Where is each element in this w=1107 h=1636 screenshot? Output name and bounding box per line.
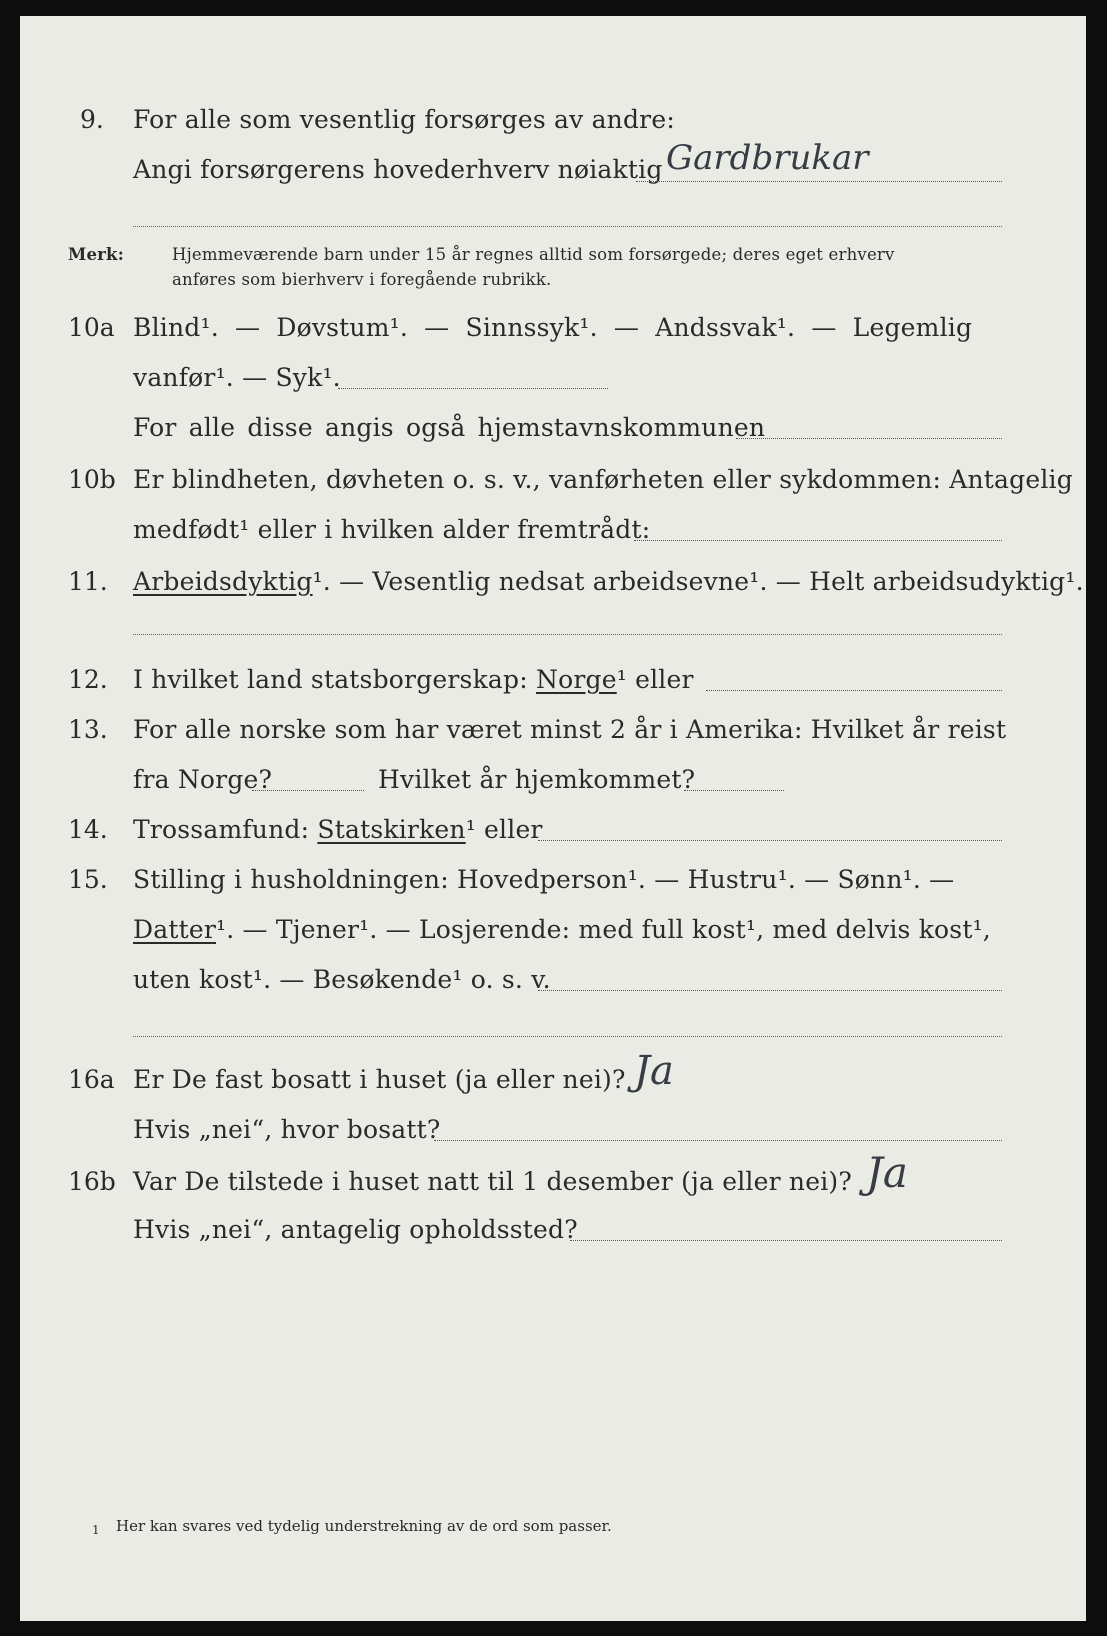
answer-line xyxy=(636,181,1002,182)
census-form-page xyxy=(20,16,1086,1621)
answer-line xyxy=(736,438,1002,439)
question-14-number: 14. xyxy=(68,815,108,844)
answer-line xyxy=(706,690,1002,691)
merk-label: Merk: xyxy=(68,245,124,264)
question-16a-text-2: Hvis „nei“, hvor bosatt? xyxy=(133,1115,441,1144)
separator-line xyxy=(133,226,1002,227)
separator-line xyxy=(133,634,1002,635)
statskirken-marked[interactable]: Statskirken xyxy=(317,815,466,844)
question-12-prompt: I hvilket land statsborgerskap: xyxy=(133,665,528,694)
question-10a-text: Blind¹. — Døvstum¹. — Sinnssyk¹. — Andssvak¹. — Legemlig xyxy=(133,313,973,342)
footnote-text: Her kan svares ved tydelig understrekning av de ord som passer. xyxy=(116,1517,612,1535)
question-13-text-2b: Hvilket år hjemkommet? xyxy=(378,765,696,794)
question-15-options-2: ¹. — Tjener¹. — Losjerende: med full kost¹, med delvis kost¹, xyxy=(216,915,991,944)
question-9-number: 9. xyxy=(80,105,104,134)
question-13-number: 13. xyxy=(68,715,108,744)
question-15-text: Stilling i husholdningen: Hovedperson¹. — Hustru¹. — Sønn¹. — xyxy=(133,865,955,894)
answer-line xyxy=(338,388,608,389)
answer-line xyxy=(434,1140,1002,1141)
question-10a-text-3: For alle disse angis også hjemstavnskommunen xyxy=(133,413,766,442)
answer-line xyxy=(538,990,1002,991)
footnote-marker: 1 xyxy=(92,1523,100,1537)
answer-line xyxy=(570,1240,1002,1241)
answer-line xyxy=(252,790,364,791)
answer-line xyxy=(684,790,784,791)
question-14-text xyxy=(133,814,543,846)
question-15-number: 15. xyxy=(68,865,108,894)
question-10b-text: Er blindheten, døvheten o. s. v., vanførheten eller sykdommen: Antagelig xyxy=(133,465,1073,494)
question-16b-text-2: Hvis „nei“, antagelig opholdssted? xyxy=(133,1215,578,1244)
question-15-text-2 xyxy=(133,914,991,946)
question-14-prompt: Trossamfund: xyxy=(133,815,310,844)
question-16b-number: 16b xyxy=(68,1167,116,1196)
handwritten-answer-16b[interactable]: Ja xyxy=(866,1148,908,1197)
answer-line xyxy=(538,840,1002,841)
question-15-text-3: uten kost¹. — Besøkende¹ o. s. v. xyxy=(133,965,551,994)
question-11-options: ¹. — Vesentlig nedsat arbeidsevne¹. — Helt arbeidsudyktig¹. xyxy=(312,567,1084,596)
handwritten-answer-9[interactable]: Gardbrukar xyxy=(666,138,869,178)
separator-line xyxy=(133,1036,1002,1037)
merk-text-2: anføres som bierhverv i foregående rubrikk. xyxy=(172,270,552,289)
question-10b-number: 10b xyxy=(68,465,116,494)
question-16a-number: 16a xyxy=(68,1065,115,1094)
question-10b-text-2: medfødt¹ eller i hvilken alder fremtrådt: xyxy=(133,515,651,544)
question-12-text xyxy=(133,664,694,696)
merk-text-1: Hjemmeværende barn under 15 år regnes alltid som forsørgede; deres eget erhverv xyxy=(172,245,895,264)
question-12-number: 12. xyxy=(68,665,108,694)
arbeidsdyktig-marked[interactable]: Arbeidsdyktig xyxy=(133,567,313,596)
datter-marked[interactable]: Datter xyxy=(133,915,216,944)
question-10a-number: 10a xyxy=(68,313,115,342)
question-16b-text: Var De tilstede i huset natt til 1 desember (ja eller nei)? xyxy=(133,1167,852,1196)
norge-marked[interactable]: Norge xyxy=(536,665,617,694)
question-10a-text-2: vanfør¹. — Syk¹. xyxy=(133,363,341,392)
question-12-suffix: ¹ eller xyxy=(616,665,694,694)
question-11-text xyxy=(133,566,1084,598)
question-16a-text: Er De fast bosatt i huset (ja eller nei)? xyxy=(133,1065,626,1094)
answer-line xyxy=(634,540,1002,541)
question-13-text-2a: fra Norge? xyxy=(133,765,273,794)
question-14-suffix: ¹ eller xyxy=(465,815,543,844)
handwritten-answer-16a[interactable]: Ja xyxy=(634,1048,674,1094)
question-9-subtext: Angi forsørgerens hovederhverv nøiaktig xyxy=(133,155,663,184)
question-11-number: 11. xyxy=(68,567,108,596)
question-9-text: For alle som vesentlig forsørges av andre: xyxy=(133,105,675,134)
question-13-text: For alle norske som har været minst 2 år i Amerika: Hvilket år reist xyxy=(133,715,1007,744)
